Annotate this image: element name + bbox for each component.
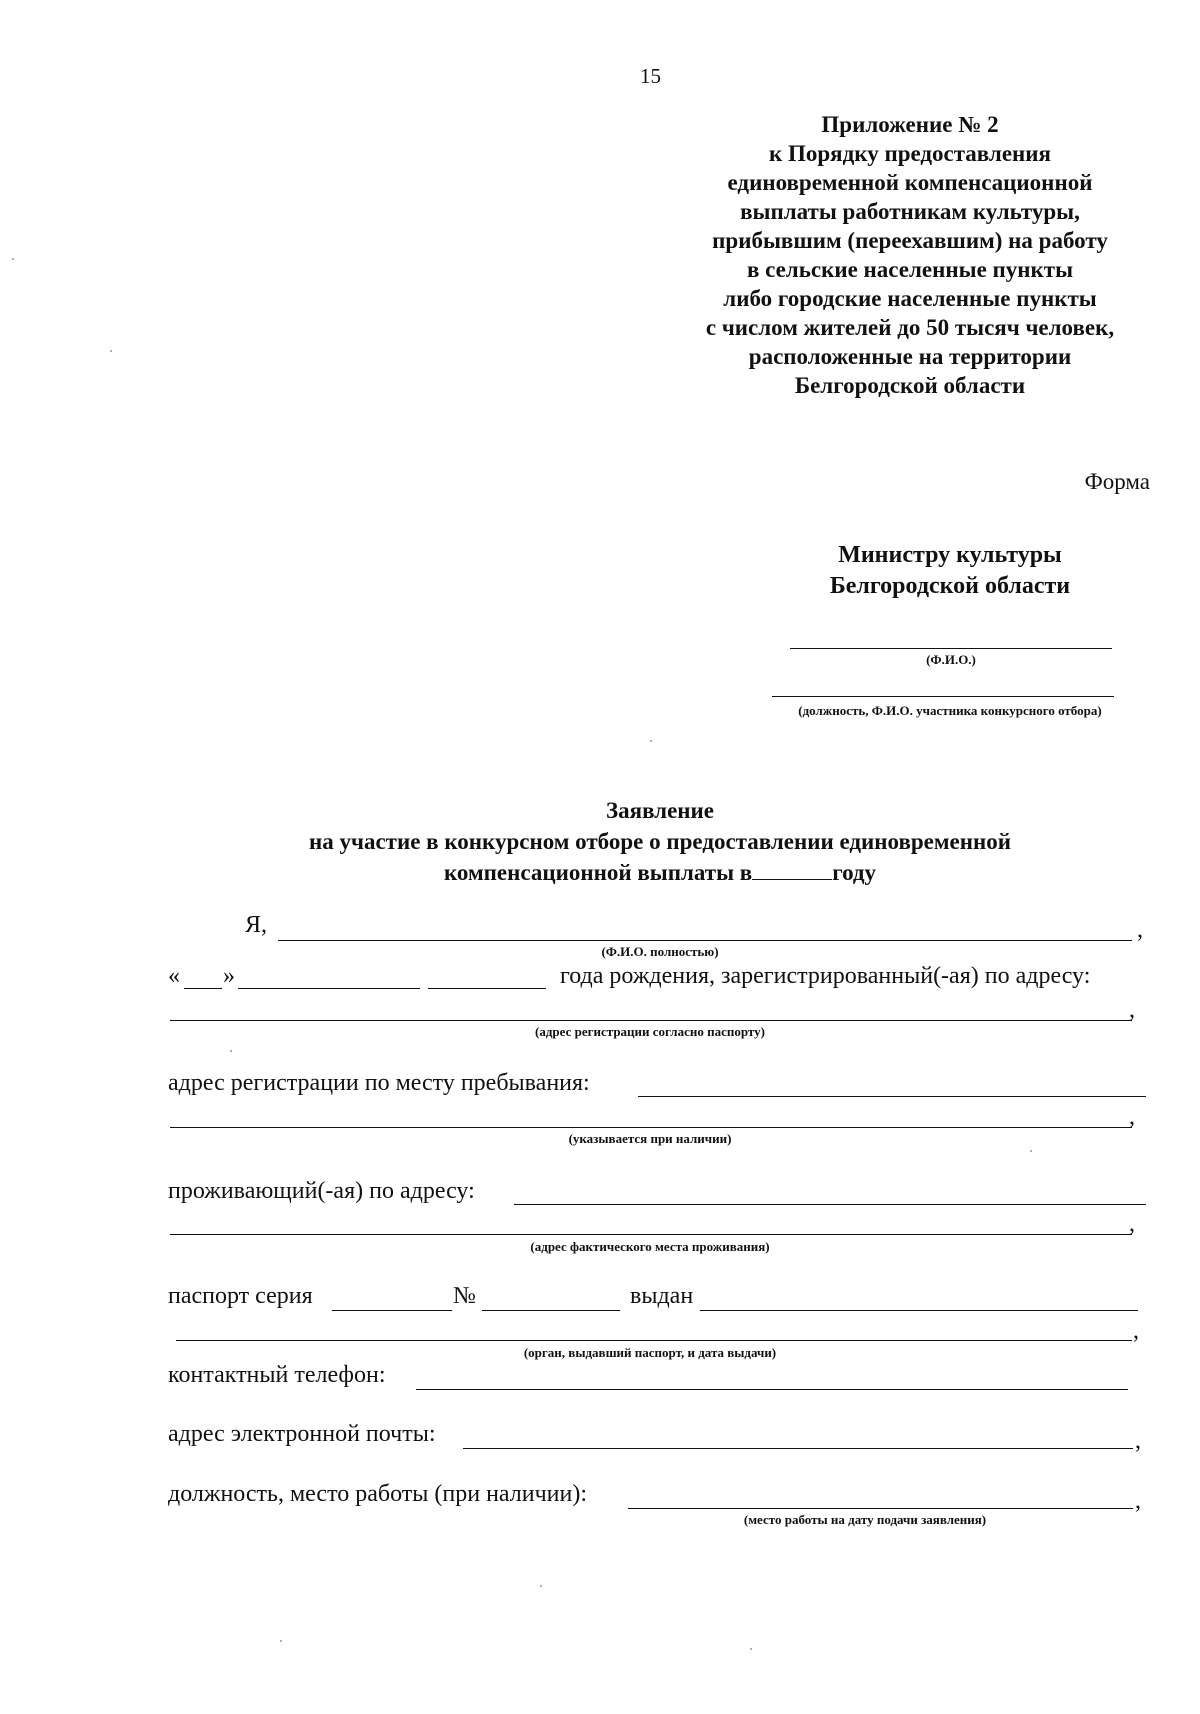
comma: , bbox=[1129, 1211, 1135, 1237]
participant-blank-line[interactable] bbox=[772, 696, 1114, 697]
appendix-line: расположенные на территории bbox=[748, 344, 1072, 369]
stay-address-line-1[interactable] bbox=[638, 1096, 1146, 1097]
comma: , bbox=[1137, 917, 1143, 943]
appendix-line: прибывшим (переехавшим) на работу bbox=[712, 228, 1108, 253]
scan-speck bbox=[12, 258, 14, 260]
participant-caption: (должность, Ф.И.О. участника конкурсного отбора) bbox=[798, 703, 1102, 718]
birth-day-blank[interactable] bbox=[184, 988, 222, 989]
stay-address-caption: (указывается при наличии) bbox=[568, 1131, 732, 1146]
birth-text: года рождения, зарегистрированный(-ая) по адресу: bbox=[560, 963, 1091, 989]
title-line-3 bbox=[150, 857, 1170, 888]
appendix-line: Белгородской области bbox=[794, 373, 1026, 398]
title-line-3-year-word: году bbox=[832, 860, 877, 885]
passport-number-label: № bbox=[453, 1283, 476, 1309]
addressee-block bbox=[790, 540, 1110, 602]
appendix-line: единовременной компенсационной bbox=[727, 170, 1093, 195]
fio-caption: (Ф.И.О.) bbox=[926, 652, 976, 667]
passport-issued-label: выдан bbox=[630, 1283, 694, 1309]
job-line[interactable] bbox=[628, 1508, 1133, 1509]
statement-title bbox=[150, 795, 1170, 888]
passport-series-blank[interactable] bbox=[332, 1310, 452, 1311]
title-line-3-text: компенсационной выплаты в bbox=[443, 860, 753, 885]
title-line-1: Заявление bbox=[605, 798, 715, 823]
scan-speck bbox=[230, 1050, 232, 1052]
form-label: Форма bbox=[1084, 469, 1150, 494]
fio-full-caption: (Ф.И.О. полностью) bbox=[601, 944, 719, 959]
page-number: 15 bbox=[640, 64, 661, 88]
comma: , bbox=[1135, 1488, 1141, 1514]
stay-address-line-2[interactable] bbox=[170, 1127, 1132, 1128]
residence-label: проживающий(-ая) по адресу: bbox=[168, 1178, 475, 1204]
comma: , bbox=[1129, 1104, 1135, 1130]
fio-full-line[interactable] bbox=[278, 940, 1132, 941]
reg-address-line[interactable] bbox=[170, 1020, 1132, 1021]
scan-speck bbox=[650, 740, 652, 742]
email-label: адрес электронной почты: bbox=[168, 1421, 436, 1447]
comma: , bbox=[1135, 1428, 1141, 1454]
date-close-quote: » bbox=[223, 963, 235, 989]
stay-address-label: адрес регистрации по месту пребывания: bbox=[168, 1070, 590, 1096]
passport-number-blank[interactable] bbox=[482, 1310, 620, 1311]
appendix-line: с числом жителей до 50 тысяч человек, bbox=[705, 315, 1115, 340]
appendix-heading bbox=[660, 110, 1160, 400]
comma: , bbox=[1133, 1318, 1139, 1344]
passport-series-label: паспорт серия bbox=[168, 1283, 313, 1309]
birth-month-blank[interactable] bbox=[238, 988, 420, 989]
title-line-2: на участие в конкурсном отборе о предоставлении единовременной bbox=[308, 829, 1012, 854]
job-label: должность, место работы (при наличии): bbox=[168, 1481, 588, 1507]
comma: , bbox=[1129, 997, 1135, 1023]
addressee-line-1: Министру культуры bbox=[838, 542, 1062, 568]
scan-speck bbox=[540, 1585, 542, 1587]
appendix-line: к Порядку предоставления bbox=[769, 141, 1051, 166]
i-label: Я, bbox=[245, 912, 268, 938]
fio-blank-line[interactable] bbox=[790, 648, 1112, 649]
scan-speck bbox=[280, 1640, 282, 1642]
passport-issued-line-1[interactable] bbox=[700, 1310, 1138, 1311]
passport-caption: (орган, выдавший паспорт, и дата выдачи) bbox=[523, 1345, 777, 1360]
phone-line[interactable] bbox=[416, 1389, 1128, 1390]
residence-line-1[interactable] bbox=[514, 1204, 1146, 1205]
appendix-line: Приложение № 2 bbox=[821, 112, 999, 137]
scan-speck bbox=[1030, 1150, 1032, 1152]
scan-speck bbox=[750, 1648, 752, 1650]
appendix-line: либо городские населенные пункты bbox=[723, 286, 1097, 311]
residence-line-2[interactable] bbox=[170, 1234, 1132, 1235]
scan-speck bbox=[110, 350, 112, 352]
appendix-line: выплаты работникам культуры, bbox=[740, 199, 1080, 224]
date-open-quote: « bbox=[168, 963, 180, 989]
reg-address-caption: (адрес регистрации согласно паспорту) bbox=[535, 1024, 765, 1039]
birth-year-blank[interactable] bbox=[428, 988, 546, 989]
year-blank[interactable] bbox=[752, 859, 832, 880]
addressee-line-2: Белгородской области bbox=[829, 573, 1071, 599]
phone-label: контактный телефон: bbox=[168, 1362, 386, 1388]
email-line[interactable] bbox=[463, 1448, 1133, 1449]
job-caption: (место работы на дату подачи заявления) bbox=[743, 1512, 987, 1527]
residence-caption: (адрес фактического места проживания) bbox=[530, 1239, 770, 1254]
passport-issued-line-2[interactable] bbox=[176, 1340, 1132, 1341]
appendix-line: в сельские населенные пункты bbox=[746, 257, 1074, 282]
